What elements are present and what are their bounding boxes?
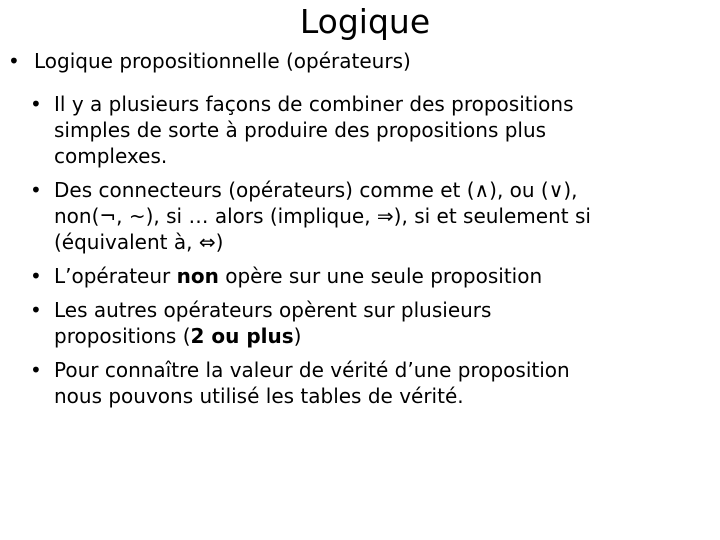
main-bullet-text: Logique propositionnelle (opérateurs) bbox=[34, 49, 411, 73]
text-segment: opère sur une seule proposition bbox=[218, 264, 543, 288]
list-item-line: non(¬, ~), si … alors (implique, ⇒), si et seulement si bbox=[54, 204, 591, 228]
list-item-line bbox=[54, 263, 670, 289]
bold-text: 2 ou plus bbox=[190, 324, 294, 348]
list-item bbox=[30, 177, 670, 255]
bullet-icon: • bbox=[30, 298, 42, 322]
list-item bbox=[30, 91, 670, 169]
bullet-icon: • bbox=[30, 178, 42, 202]
bullet-icon: • bbox=[30, 358, 42, 382]
list-item bbox=[30, 297, 670, 349]
list-item bbox=[30, 263, 670, 289]
bullet-icon: • bbox=[30, 264, 42, 288]
bullet-icon: • bbox=[30, 92, 42, 116]
list-item-line: Pour connaître la valeur de vérité d’une proposition bbox=[54, 358, 570, 382]
list-item-line: Des connecteurs (opérateurs) comme et (∧), ou (∨), bbox=[54, 178, 578, 202]
list-item bbox=[30, 357, 670, 409]
sub-bullet-list bbox=[30, 91, 670, 417]
list-item-line: (équivalent à, ⇔) bbox=[54, 230, 224, 254]
list-item-line bbox=[54, 323, 670, 349]
bold-text: non bbox=[176, 264, 219, 288]
list-item-line: nous pouvons utilisé les tables de vérité. bbox=[54, 384, 464, 408]
text-segment: ) bbox=[293, 324, 302, 348]
list-item-line: complexes. bbox=[54, 144, 168, 168]
text-segment: propositions ( bbox=[54, 324, 191, 348]
list-item-line: Il y a plusieurs façons de combiner des propositions bbox=[54, 92, 574, 116]
list-item-line: simples de sorte à produire des propositions plus bbox=[54, 118, 547, 142]
list-item-line: Les autres opérateurs opèrent sur plusieurs bbox=[54, 298, 492, 322]
bullet-icon: • bbox=[8, 49, 20, 73]
main-bullet bbox=[8, 46, 411, 76]
slide-title: Logique bbox=[299, 2, 431, 41]
text-segment: L’opérateur bbox=[54, 264, 177, 288]
